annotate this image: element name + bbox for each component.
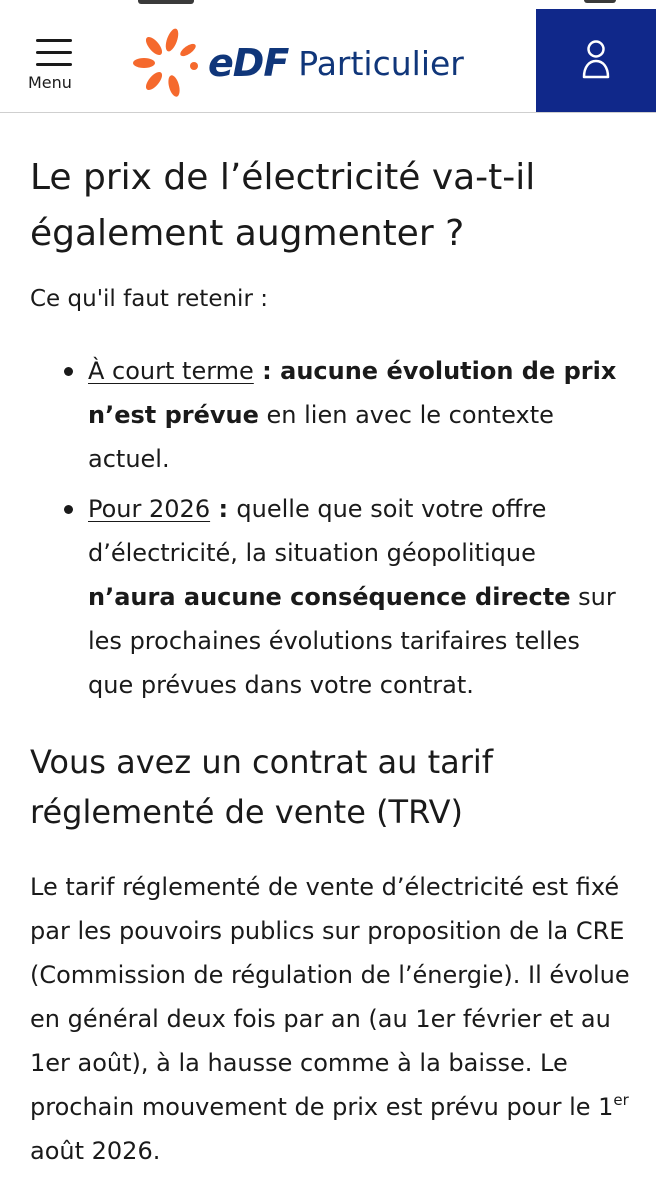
key-points-list: [30, 349, 630, 707]
section-title: Vous avez un contrat au tarif réglementé de vente (TRV): [30, 743, 494, 831]
bullet-dot: [64, 505, 73, 514]
list-item: [30, 487, 630, 707]
status-indicator: [584, 0, 616, 3]
page-title: Le prix de l’électricité va-t-il également augmenter ?: [30, 157, 536, 254]
bullet-bold-text: n’aura aucune conséquence directe: [88, 583, 571, 611]
menu-button[interactable]: [20, 35, 84, 97]
short-term-link[interactable]: À court terme: [88, 357, 254, 385]
hamburger-icon: [36, 39, 72, 67]
bullet-separator: :: [253, 357, 281, 385]
paragraph-end: août 2026.: [30, 1137, 161, 1165]
paragraph-text: Le tarif réglementé de vente d’électricité est fixé par les pouvoirs publics sur proposition de la CRE (Commission de régulation de l’énergie). Il évolue en général deux fois par an (au 1er février et au 1er août), à la hausse comme à la baisse. Le prochain mouvement de prix est prévu pour le 1: [30, 873, 630, 1121]
intro-text: Ce qu'il faut retenir :: [30, 286, 268, 312]
bullet-text: quelle que soit votre offre d’électricité, la situation géopolitique: [88, 495, 547, 567]
brand-particulier: Particulier: [298, 43, 464, 83]
bullet-bold-text: aucune évolution de prix n’est prévue: [88, 357, 617, 429]
edf-sun-icon: [132, 28, 206, 98]
user-icon: [582, 39, 610, 79]
ordinal-suffix: er: [613, 1091, 629, 1109]
bullet-text: en lien avec le contexte actuel.: [88, 401, 554, 473]
menu-label: Menu: [28, 73, 72, 92]
edf-logo[interactable]: [132, 28, 464, 98]
bullet-separator: :: [210, 495, 237, 523]
bullet-dot: [64, 367, 73, 376]
trv-paragraph: [30, 865, 630, 1173]
account-button[interactable]: [536, 9, 656, 112]
brand-edf: eDF: [208, 41, 289, 85]
site-header: [0, 9, 656, 113]
status-bar: [0, 0, 656, 9]
bullet-text: sur les prochaines évolutions tarifaires telles que prévues dans votre contrat.: [88, 583, 616, 699]
list-item: [30, 349, 630, 481]
status-indicator: [138, 0, 194, 4]
year-2026-link[interactable]: Pour 2026: [88, 495, 211, 523]
